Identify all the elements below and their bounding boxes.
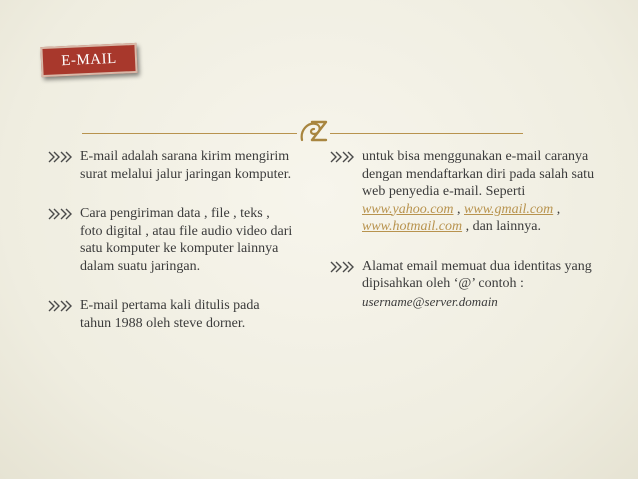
- list-item: [48, 297, 293, 332]
- divider-right: [330, 133, 523, 134]
- list-item: [330, 148, 600, 236]
- separator: ,: [453, 201, 465, 217]
- list-item-text: untuk bisa menggunakan e-mail caranya dengan mendaftarkan diri pada salah satu web penyedia e-mail. Seperti: [362, 149, 595, 199]
- right-column: [330, 148, 600, 333]
- divider-left: [82, 133, 297, 134]
- email-example: username@server.domain: [362, 293, 498, 309]
- list-item-text: , dan lainnya.: [462, 219, 541, 234]
- list-item: [48, 148, 293, 183]
- link-yahoo[interactable]: www.yahoo.com: [362, 201, 454, 217]
- link-hotmail[interactable]: www.hotmail.com: [362, 219, 463, 234]
- double-chevron-bullet-icon: [48, 208, 72, 220]
- double-chevron-bullet-icon: [48, 151, 72, 163]
- double-chevron-bullet-icon: [330, 261, 354, 273]
- slide-title: E-MAIL: [60, 50, 118, 69]
- double-chevron-bullet-icon: [48, 300, 72, 312]
- list-item: [330, 258, 600, 312]
- list-item-text: Alamat email memuat dua identitas yang dipisahkan oleh ‘@’ contoh :: [362, 258, 592, 291]
- list-item: [48, 205, 293, 275]
- separator: ,: [553, 201, 561, 217]
- title-badge: [40, 43, 137, 77]
- list-item-text: E-mail adalah sarana kirim mengirim surat melalui jalur jaringan komputer.: [80, 149, 292, 182]
- list-item-text: E-mail pertama kali ditulis pada tahun 1988 oleh steve dorner.: [80, 298, 260, 331]
- left-column: [48, 148, 293, 354]
- calligraphic-flourish-icon: [298, 116, 330, 146]
- link-gmail[interactable]: www.gmail.com: [464, 201, 554, 217]
- double-chevron-bullet-icon: [330, 151, 354, 163]
- list-item-text: Cara pengiriman data , file , teks , foto digital , atau file audio video dari satu komputer ke komputer lainnya dalam suatu jaringan.: [80, 206, 293, 274]
